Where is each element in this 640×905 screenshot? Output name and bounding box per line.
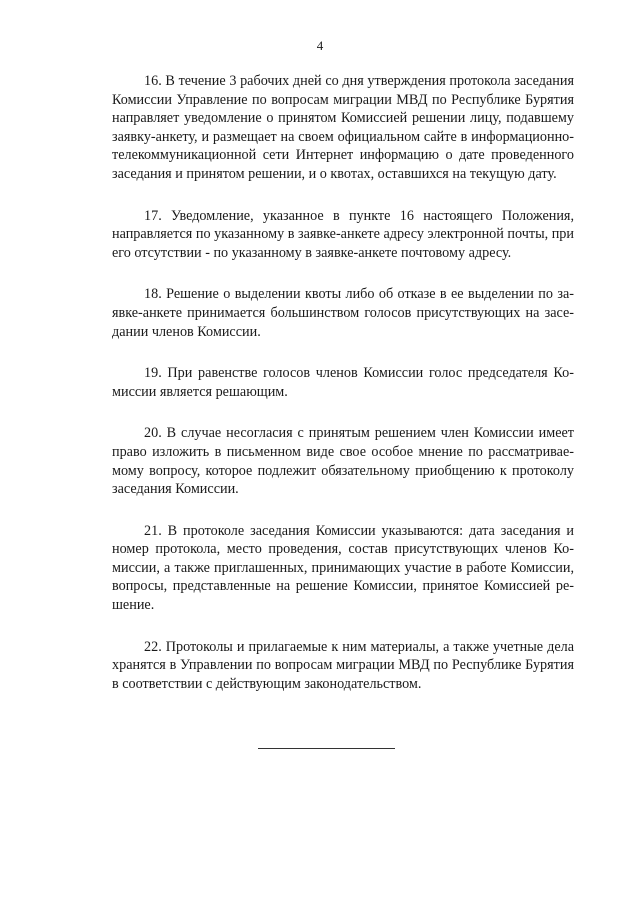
paragraph-21: 21. В протоколе заседания Комиссии указываются: дата заседания и номер протокола, место проведения, состав присутствующих членов Комиссии, а также приглашенных, принимающих участие в работе Комиссии, вопросы, представленные на решение Комиссии, принятое Комиссией решение. bbox=[112, 522, 574, 614]
paragraph-16: 16. В течение 3 рабочих дней со дня утверждения протокола заседания Комиссии Управление по вопросам миграции МВД по Республике Бурятия направляет уведомление о принятом Комиссией решении лицу, подавшему заявку-анкету, и размещает на своем официальном сайте в информационно-телекоммуникационной сети Интернет информацию о дате проведенного заседания и принятом решении, и о квотах, оставшихся на текущую дату. bbox=[112, 73, 574, 182]
paragraph-17: 17. Уведомление, указанное в пункте 16 настоящего Положения, направляется по указанному в заявке-анкете адресу электронной почты, при его отсутствии - по указанному в заявке-анкете почтовому адресу. bbox=[112, 207, 574, 261]
paragraph-18: 18. Решение о выделении квоты либо об отказе в ее выделении по заявке-анкете принимается большинством голосов присутствующих на заседании членов Комиссии. bbox=[112, 286, 574, 340]
document-body bbox=[112, 72, 574, 716]
paragraph-22: 22. Протоколы и прилагаемые к ним материалы, а также учетные дела хранятся в Управлении по вопросам миграции МВД по Республике Бурятия в соответствии с действующим законодательством. bbox=[112, 638, 574, 692]
end-of-document-rule bbox=[258, 748, 395, 749]
page-number: 4 bbox=[316, 38, 324, 53]
paragraph-20: 20. В случае несогласия с принятым решением член Комиссии имеет право изложить в письменном виде свое особое мнение по рассматриваемому вопросу, которое подлежит обязательному приобщению к протоколу заседания Комиссии. bbox=[112, 425, 574, 498]
paragraph-19: 19. При равенстве голосов членов Комиссии голос председателя Комиссии является решающим. bbox=[112, 365, 574, 400]
